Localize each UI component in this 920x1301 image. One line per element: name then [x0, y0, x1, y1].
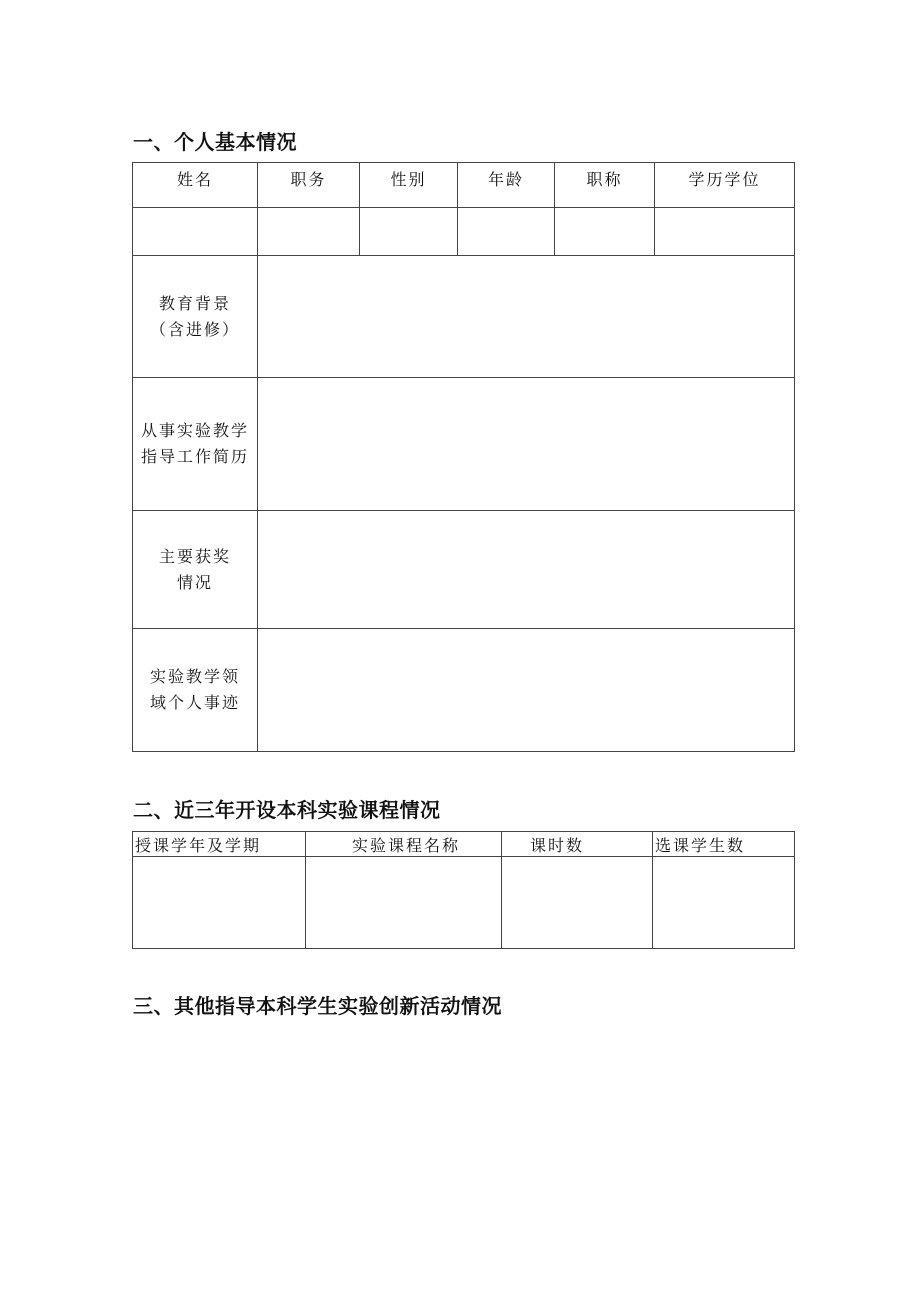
header-row — [133, 163, 795, 208]
header-degree: 学历学位 — [655, 163, 795, 208]
achievements-field[interactable] — [258, 629, 795, 752]
awards-label-line-1: 主要获奖 — [158, 546, 231, 566]
degree-field[interactable] — [655, 208, 795, 256]
courses-input-row — [133, 857, 795, 949]
header-age: 年龄 — [458, 163, 555, 208]
title-field[interactable] — [555, 208, 655, 256]
age-field[interactable] — [458, 208, 555, 256]
section-1-title: 一、个人基本情况 — [133, 130, 297, 154]
basic-info-input-row — [133, 208, 795, 256]
header-gender: 性别 — [360, 163, 458, 208]
gender-field[interactable] — [360, 208, 458, 256]
courses-header-row — [133, 832, 795, 857]
education-row — [133, 256, 795, 378]
awards-field[interactable] — [258, 511, 795, 629]
header-position: 职务 — [258, 163, 360, 208]
courses-table — [132, 831, 795, 949]
work-history-label-line-1: 从事实验教学 — [140, 421, 249, 440]
achievements-label — [133, 629, 258, 752]
header-hours: 课时数 — [502, 832, 653, 857]
awards-label-line-2: 情况 — [176, 572, 213, 592]
term-field[interactable] — [133, 857, 306, 949]
achievements-label-line-1: 实验教学领 — [149, 667, 240, 686]
hours-field[interactable] — [502, 857, 653, 949]
position-field[interactable] — [258, 208, 360, 256]
personal-info-table — [132, 162, 795, 752]
work-history-field[interactable] — [258, 378, 795, 511]
header-name: 姓名 — [133, 163, 258, 208]
section-3-title: 三、其他指导本科学生实验创新活动情况 — [133, 994, 502, 1018]
section-2-title: 二、近三年开设本科实验课程情况 — [133, 798, 441, 822]
achievements-label-line-2: 域个人事迹 — [149, 693, 240, 712]
awards-label — [133, 511, 258, 629]
name-field[interactable] — [133, 208, 258, 256]
work-history-label-line-2: 指导工作简历 — [140, 447, 249, 466]
header-term: 授课学年及学期 — [133, 832, 306, 857]
education-label — [133, 256, 258, 378]
header-students: 选课学生数 — [653, 832, 795, 857]
education-field[interactable] — [258, 256, 795, 378]
achievements-row — [133, 629, 795, 752]
awards-row — [133, 511, 795, 629]
education-label-line-1: 教育背景 — [158, 293, 231, 313]
education-label-line-2: （含进修） — [149, 319, 240, 339]
header-course-name: 实验课程名称 — [306, 832, 502, 857]
work-history-row — [133, 378, 795, 511]
course-name-field[interactable] — [306, 857, 502, 949]
students-field[interactable] — [653, 857, 795, 949]
work-history-label — [133, 378, 258, 511]
header-title: 职称 — [555, 163, 655, 208]
